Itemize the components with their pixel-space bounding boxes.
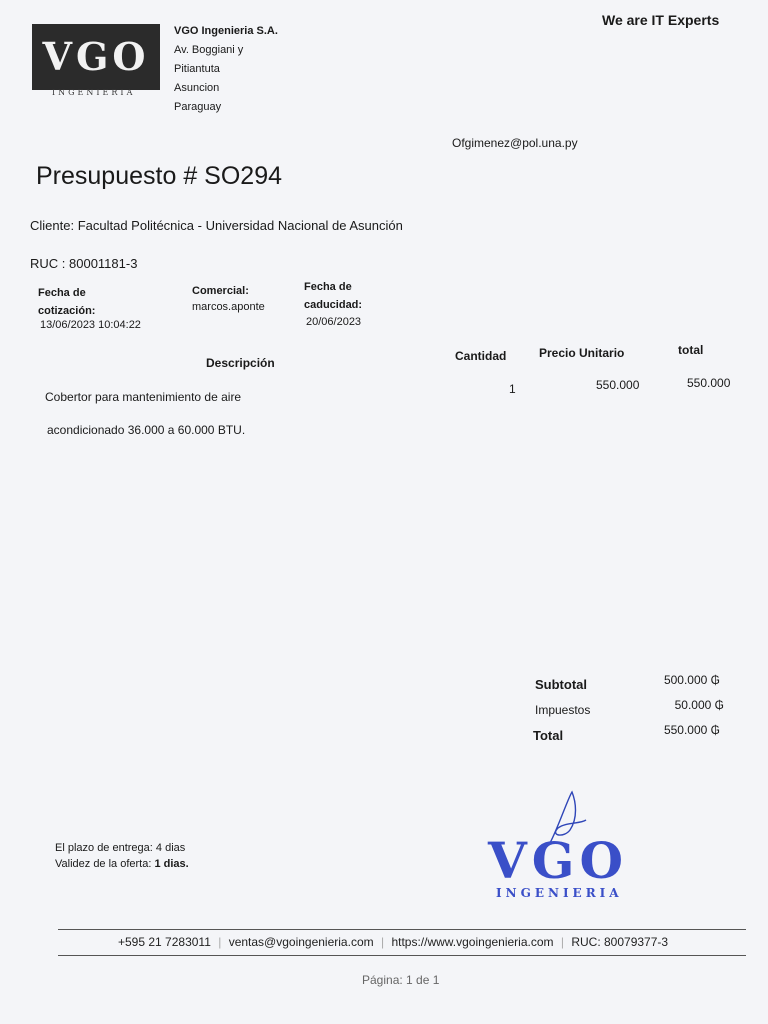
validity-value: 1 dias. bbox=[154, 858, 189, 870]
footer-ruc: RUC: 80079377-3 bbox=[571, 935, 669, 949]
company-stamp bbox=[488, 831, 629, 900]
stamp-text: VGO bbox=[488, 831, 629, 890]
label-line: Fecha de bbox=[38, 287, 86, 299]
address-line: Av. Boggiani y bbox=[174, 44, 244, 56]
address-line: Pitiantuta bbox=[174, 63, 220, 75]
address-line: Asuncion bbox=[174, 82, 220, 94]
client-email: Ofgimenez@pol.una.py bbox=[452, 136, 578, 150]
item-total: 550.000 bbox=[687, 376, 731, 390]
validity-label: Validez de la oferta: bbox=[55, 858, 152, 870]
footer-email: ventas@vgoingenieria.com bbox=[228, 935, 374, 949]
footer-divider-top bbox=[58, 929, 746, 930]
delivery-value: 4 dias bbox=[155, 842, 186, 854]
impuestos-value: 50.000 ₲ bbox=[674, 698, 724, 712]
company-logo bbox=[32, 24, 160, 90]
stamp-subtitle: INGENIERIA bbox=[496, 886, 623, 900]
item-description-line: Cobertor para mantenimiento de aire bbox=[45, 390, 242, 404]
total-label: Total bbox=[533, 728, 564, 743]
header-cantidad: Cantidad bbox=[455, 349, 507, 363]
fecha-caducidad-value: 20/06/2023 bbox=[306, 316, 362, 328]
validity-term bbox=[55, 856, 189, 873]
separator: | bbox=[560, 935, 564, 949]
address-line: Paraguay bbox=[174, 101, 222, 113]
item-description-line: acondicionado 36.000 a 60.000 BTU. bbox=[47, 423, 246, 437]
header-precio-unitario: Precio Unitario bbox=[539, 346, 625, 360]
footer-website: https://www.vgoingenieria.com bbox=[391, 935, 554, 949]
logo-subtitle: INGENIERIA bbox=[52, 88, 136, 97]
header-descripcion: Descripción bbox=[206, 356, 275, 370]
separator: | bbox=[218, 935, 222, 949]
comercial-label: Comercial: bbox=[192, 285, 249, 297]
subtotal-value: 500.000 ₲ bbox=[663, 673, 720, 687]
total-value: 550.000 ₲ bbox=[663, 723, 720, 737]
page-number: Página: 1 de 1 bbox=[362, 973, 440, 987]
label-line: Fecha de bbox=[304, 281, 352, 293]
item-cantidad: 1 bbox=[509, 382, 516, 396]
logo-text: VGO bbox=[42, 34, 150, 79]
label-line: caducidad: bbox=[304, 299, 363, 311]
impuestos-label: Impuestos bbox=[535, 703, 591, 717]
comercial-value: marcos.aponte bbox=[192, 301, 265, 313]
client-ruc: RUC : 80001181-3 bbox=[30, 256, 138, 271]
separator: | bbox=[380, 935, 385, 949]
footer-contact bbox=[118, 935, 668, 949]
slogan: We are IT Experts bbox=[602, 12, 720, 28]
item-precio: 550.000 bbox=[596, 378, 640, 392]
delivery-term bbox=[55, 840, 185, 857]
footer-phone: +595 21 7283011 bbox=[118, 935, 211, 949]
subtotal-label: Subtotal bbox=[535, 677, 587, 692]
footer-divider-bottom bbox=[58, 955, 746, 956]
fecha-cotizacion-label bbox=[38, 284, 95, 320]
fecha-caducidad-label bbox=[304, 278, 362, 314]
delivery-label: El plazo de entrega: bbox=[55, 842, 153, 854]
client-name: Cliente: Facultad Politécnica - Universidad Nacional de Asunción bbox=[30, 218, 403, 233]
fecha-cotizacion-value: 13/06/2023 10:04:22 bbox=[40, 319, 141, 331]
company-info bbox=[174, 22, 278, 117]
document-title: Presupuesto # SO294 bbox=[36, 162, 282, 190]
header-total: total bbox=[678, 343, 704, 357]
label-line: cotización: bbox=[38, 305, 96, 317]
company-name: VGO Ingenieria S.A. bbox=[174, 25, 278, 37]
